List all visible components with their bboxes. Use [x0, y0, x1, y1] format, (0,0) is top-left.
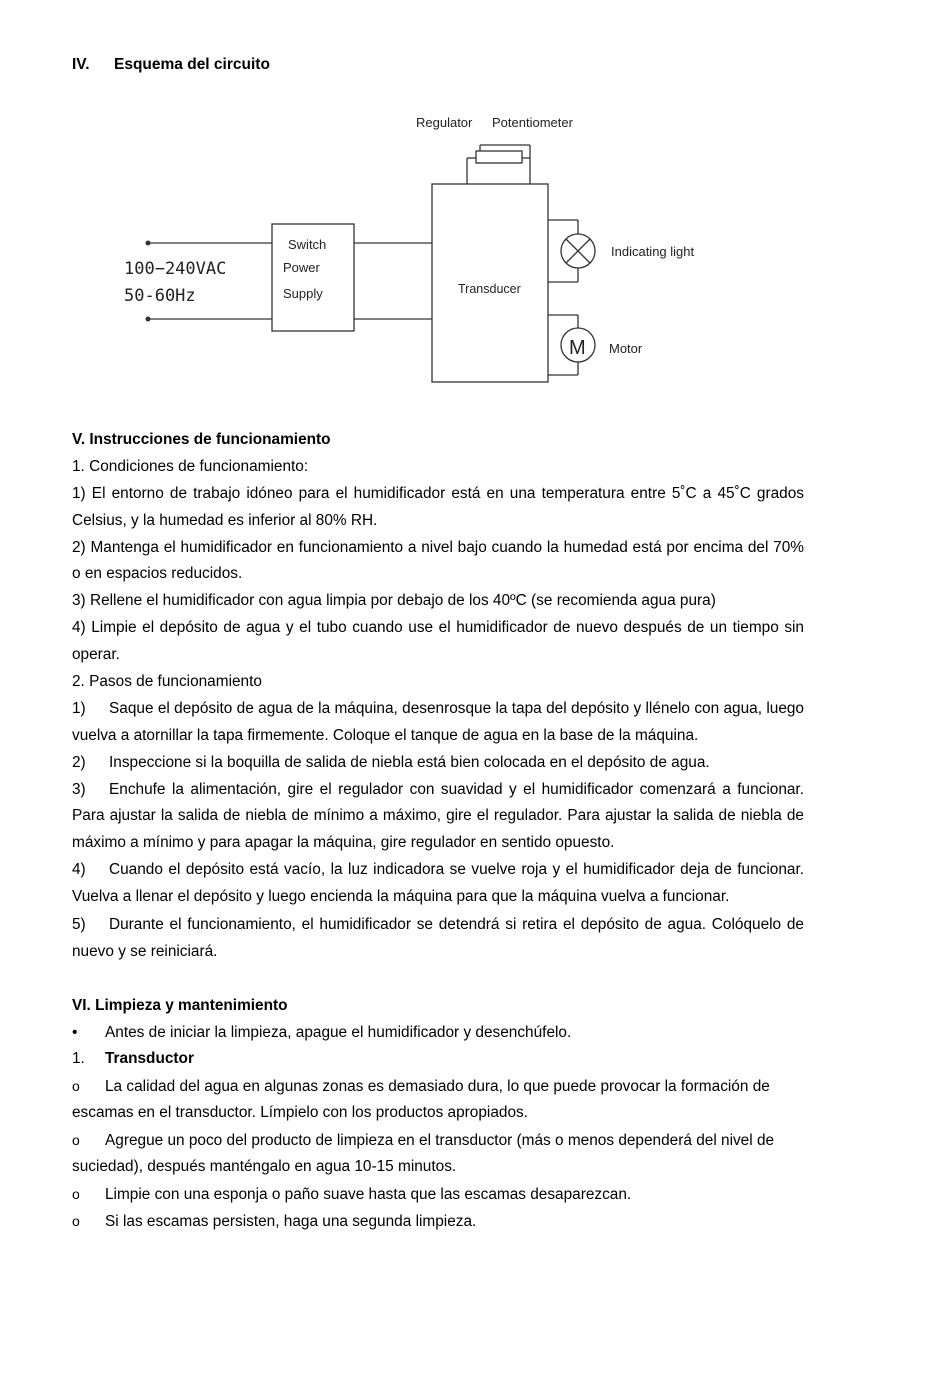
section-spacer: [72, 966, 804, 993]
psu-label-switch: Switch: [288, 237, 327, 252]
potentiometer-label: Potentiometer: [492, 115, 573, 130]
step-2-number: 2): [72, 753, 86, 771]
section-5-title: V. Instrucciones de funcionamiento: [72, 431, 331, 448]
cleaning-point-1-line-1: [72, 1073, 804, 1100]
section-4-title: Esquema del circuito: [114, 56, 270, 73]
item-number: 1.: [72, 1050, 85, 1068]
motor-symbol: M: [569, 337, 586, 359]
step-4-text-a: Cuando el depósito está vacío, la luz indicadora se vuelve roja y el humidificador deja de funcionar.: [109, 861, 804, 879]
condition-3: 3) Rellene el humidificador con agua limpia por debajo de los 40ºC (se recomienda agua pura): [72, 592, 716, 610]
steps-heading: 2. Pasos de funcionamiento: [72, 673, 262, 691]
condition-4-line-1: 4) Limpie el depósito de agua y el tubo cuando use el humidificador de nuevo después de un tiempo sin: [72, 619, 804, 637]
indicating-light-label: Indicating light: [611, 244, 695, 259]
condition-1-line-1: 1) El entorno de trabajo idóneo para el humidificador está en una temperatura entre 5˚C a 45˚C grados: [72, 484, 804, 502]
step-1-text-a: Saque el depósito de agua de la máquina, desenrosque la tapa del depósito y llénelo con agua, luego: [109, 699, 804, 717]
step-3-line-1: [72, 777, 804, 804]
section-6-title: VI. Limpieza y mantenimiento: [72, 996, 288, 1014]
cleaning-point-3: [72, 1181, 804, 1208]
step-5-line-1: [72, 912, 804, 939]
condition-2-line-1: 2) Mantenga el humidificador en funcionamiento a nivel bajo cuando la humedad está por encima del 70%: [72, 538, 804, 556]
section-4-number: IV.: [72, 56, 90, 73]
psu-label-supply: Supply: [283, 286, 323, 301]
transducer-label: Transducer: [458, 282, 521, 296]
circuit-diagram: [110, 100, 730, 400]
step-3-text-a: Enchufe la alimentación, gire el regulador con suavidad y el humidificador comenzará a funcionar.: [109, 780, 804, 798]
cleaning-point-4-text: Si las escamas persisten, haga una segunda limpieza.: [105, 1212, 477, 1230]
condition-2-line-2: o en espacios reducidos.: [72, 565, 243, 583]
conditions-heading: 1. Condiciones de funcionamiento:: [72, 457, 309, 475]
psu-label-power: Power: [283, 260, 320, 275]
step-3-line-2: Para ajustar la salida de niebla de mínimo a máximo, gire el regulador. Para ajustar la salida de niebla de: [72, 807, 804, 825]
cleaning-intro-text: Antes de iniciar la limpieza, apague el humidificador y desenchúfelo.: [105, 1023, 572, 1041]
step-5-line-2: nuevo y se reiniciará.: [72, 942, 218, 960]
step-1-line-1: [72, 696, 804, 723]
step-5-number: 5): [72, 916, 86, 934]
input-voltage-label: 100−240VAC: [124, 259, 227, 279]
step-4-line-2: Vuelva a llenar el depósito y luego encienda la máquina para que la máquina vuelva a funcionar.: [72, 888, 730, 906]
section-4-heading: [72, 56, 270, 74]
bullet-icon: •: [72, 1023, 78, 1041]
step-2-text: Inspeccione si la boquilla de salida de niebla está bien colocada en el depósito de agua.: [109, 753, 710, 771]
cleaning-point-2-text-a: Agregue un poco del producto de limpieza en el transductor (más o menos dependerá del nivel de: [105, 1132, 775, 1150]
cleaning-point-1-text-a: La calidad del agua en algunas zonas es demasiado dura, lo que puede provocar la formación de: [105, 1078, 770, 1096]
condition-1-line-2: Celsius, y la humedad es inferior al 80% RH.: [72, 511, 378, 529]
sub-bullet-icon: o: [72, 1212, 80, 1229]
cleaning-point-1-line-2: escamas en el transductor. Límpielo con los productos apropiados.: [72, 1104, 528, 1122]
step-1-number: 1): [72, 699, 86, 717]
terminal-top: [146, 241, 151, 246]
sub-bullet-icon: o: [72, 1185, 80, 1202]
step-1-line-2: vuelva a atornillar la tapa firmemente. Coloque el tanque de agua en la base de la máquina.: [72, 726, 699, 744]
step-4-number: 4): [72, 861, 86, 879]
sub-bullet-icon: o: [72, 1132, 80, 1149]
step-4-line-1: [72, 857, 804, 884]
step-3-line-3: máximo a mínimo y para apagar la máquina, gire regulador en sentido opuesto.: [72, 834, 615, 852]
step-2: [72, 750, 804, 777]
cleaning-point-2-line-1: [72, 1127, 804, 1154]
terminal-bottom: [146, 317, 151, 322]
cleaning-point-2-line-2: suciedad), después manténgalo en agua 10-15 minutos.: [72, 1158, 457, 1176]
regulator-label: Regulator: [416, 115, 473, 130]
cleaning-intro: [72, 1020, 804, 1047]
motor-label: Motor: [609, 341, 643, 356]
condition-4-line-2: operar.: [72, 646, 120, 664]
step-5-text-a: Durante el funcionamiento, el humidificador se detendrá si retira el depósito de agua. Colóquelo de: [109, 916, 804, 934]
cleaning-point-3-text: Limpie con una esponja o paño suave hasta que las escamas desaparezcan.: [105, 1185, 632, 1203]
transducer-item-title: Transductor: [105, 1050, 194, 1068]
step-3-number: 3): [72, 780, 86, 798]
transducer-item-heading: [72, 1046, 804, 1073]
sub-bullet-icon: o: [72, 1078, 80, 1095]
document-body: [72, 427, 804, 1235]
cleaning-point-4: [72, 1208, 804, 1235]
input-frequency-label: 50-60Hz: [124, 286, 196, 306]
